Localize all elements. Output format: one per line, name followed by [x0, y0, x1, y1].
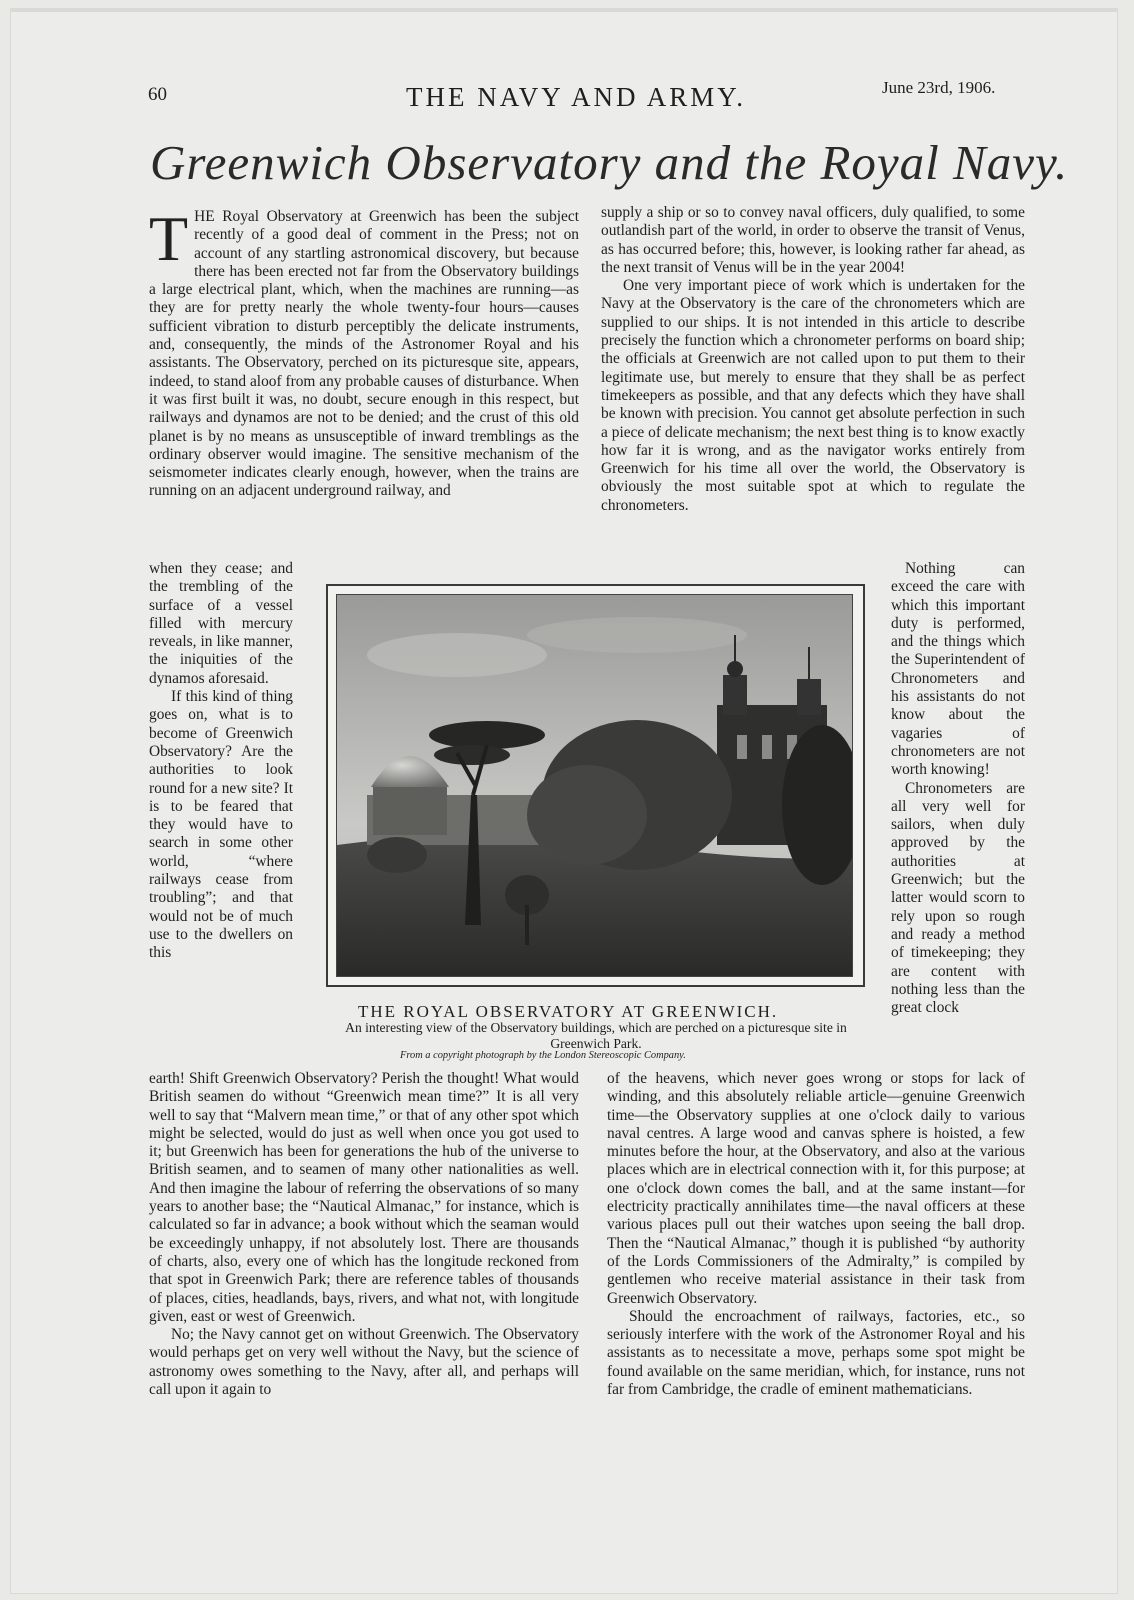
paragraph-navy-cannot: No; the Navy cannot get on without Greenwich. The Observatory would perhaps get on very well without the Navy, but the science of astronomy owes something to the Navy, after all, and perhaps will call upon it again to [149, 1326, 579, 1399]
column-1-top [149, 203, 579, 501]
column-2-narrow [891, 560, 1025, 1017]
dome-base [373, 785, 447, 835]
paragraph-nothing-exceed: Nothing can exceed the care with which this important duty is performed, and the things which the Superintendent of Chronometers and his assistants do not know about the vagaries of chronometers are not worth knowing! [891, 560, 1025, 779]
bush [367, 837, 427, 873]
tree-cluster [527, 765, 647, 865]
column-1-narrow [149, 560, 293, 963]
observatory-photograph [336, 594, 853, 977]
paragraph-new-site: If this kind of thing goes on, what is to become of Greenwich Observatory? Are the authorities to look round for a new site? It is to be feared that they would have to search in some other world, “where railways cease from troubling”; and that would not be of much use to the dwellers on this [149, 688, 293, 962]
paragraph-chronometers: One very important piece of work which is undertaken for the Navy at the Observatory is the care of the chronometers which are supplied to our ships. It is not intended in this article to describe precisely the function which a chronometer performs on board ship; the officials at Greenwich are not called upon to put them to their legitimate use, but merely to ensure that they shall be as perfect timekeepers as possible, and that any defects which they have shall be known with precision. You cannot get absolute perfection in such a piece of delicate mechanism; the next best thing is to know exactly how far it is wrong, and as the navigator works entirely from Greenwich for his time all over the world, the Observatory is obviously the most suitable spot at which to regulate the chronometers. [601, 277, 1025, 514]
paragraph-transit-venus: supply a ship or so to convey naval officers, duly qualified, to some outlandish part of the world, in order to observe the transit of Venus, as has occurred before; this, however, is looking rather far ahead, as the next transit of Venus will be in the year 2004! [601, 204, 1025, 276]
small-tree-trunk [525, 905, 529, 945]
column-2-bottom [607, 1070, 1025, 1399]
cloud [527, 617, 747, 653]
photo-illustration [337, 595, 852, 976]
turret-left [723, 675, 747, 715]
figure-caption-title: THE ROYAL OBSERVATORY AT GREENWICH. [358, 1002, 779, 1021]
window [762, 735, 772, 759]
figure-photo-credit: From a copyright photograph by the London Stereoscopic Company. [400, 1050, 686, 1061]
pine-canopy [434, 745, 510, 765]
turret-right [797, 679, 821, 715]
window [737, 735, 747, 759]
column-1-bottom [149, 1070, 579, 1399]
column-2-top [601, 204, 1025, 515]
cloud [367, 633, 547, 677]
opening-text: HE Royal Observatory at Greenwich has been the subject recently of a good deal of comment in the Press; not on account of any startling astronomical discovery, but because there has been erected not far from the Observatory buildings a large electrical plant, which, when the machines are running—as they are for pretty nearly the whole twenty-four hours—causes sufficient vibration to disturb perceptibly the delicate instruments, and, consequently, the minds of the Astronomer Royal and his assistants. The Observatory, perched on its picturesque site, appears, indeed, to stand aloof from any probable causes of disturbance. When it was first built it was, no doubt, secure enough in this respect, but railways and dynamos are not to be denied; and the crust of this old planet is by no means as unsusceptible of inward tremblings as the ordinary observer would imagine. The sensitive mechanism of the seismometer indicates clearly enough, however, when the trains are running on an adjacent underground railway, and [149, 208, 579, 500]
article-headline: Greenwich Observatory and the Royal Navy. [150, 135, 1069, 190]
drop-cap: T [149, 203, 189, 274]
paragraph-encroachment: Should the encroachment of railways, factories, etc., so seriously interfere with the work of the Astronomer Royal and his assistants as to necessitate a move, perhaps some spot might be found available on the same meridian, which, for instance, runs not far from Cambridge, the cradle of eminent mathematicians. [607, 1307, 1025, 1399]
figure-frame [326, 584, 865, 987]
magazine-page [10, 8, 1118, 1594]
paragraph-shift-observatory: earth! Shift Greenwich Observatory? Perish the thought! What would British seamen do without “Greenwich mean time?” It is all very well to say that “Malvern mean time,” or that of any other spot which might be selected, would do just as well when once you got used to it; but Greenwich has been for generations the hub of the universe to British seamen, and to seamen of many other nationalities as well. And then imagine the labour of referring the observations of so many years to another base; the “Nautical Almanac,” for instance, which is calculated so far in advance; a book without which the seaman would be exceedingly unhappy, if not absolutely lost. There are thousands of charts, also, every one of which has the longitude reckoned from that spot in Greenwich Park; there are reference tables of thousands of places, cities, headlands, bays, rivers, and what not, with longitude given, east or west of Greenwich. [149, 1070, 579, 1325]
pine-canopy [429, 721, 545, 749]
opening-paragraph [149, 203, 579, 501]
paragraph-clock-heavens: of the heavens, which never goes wrong or stops for lack of winding, and this absolutely reliable article—genuine Greenwich time—the Observatory supplies at one o'clock daily to various naval centres. A large wood and canvas sphere is hoisted, a few minutes before the hour, at the Observatory, and also at the various places which are in electrical connection with it, for this purpose; at one o'clock down comes the ball, and at the same instant—for electricity practically annihilates time—the naval officers at these various places pull out their watches upon seeing the ball drop. Then the “Nautical Almanac,” though it is published “by authority of the Lords Commissioners of the Admiralty,” is compiled by gentlemen who receive material assistance in their task from Greenwich Observatory. [607, 1070, 1025, 1307]
page-edge [10, 8, 1118, 12]
issue-date: June 23rd, 1906. [882, 78, 996, 97]
figure-caption-description: An interesting view of the Observatory buildings, which are perched on a picturesque site in Greenwich Park. [345, 1020, 847, 1051]
paragraph-chronometers-sailors: Chronometers are all very well for sailors, when duly approved by the authorities at Greenwich; but the latter would scorn to rely upon so rough and ready a method of timekeeping; they are content with nothing less than the great clock [891, 779, 1025, 1017]
publication-title: THE NAVY AND ARMY. [406, 82, 747, 112]
paragraph-mercury: when they cease; and the trembling of the surface of a vessel filled with mercury reveals, in like manner, the iniquities of the dynamos aforesaid. [149, 560, 293, 687]
page-number: 60 [148, 84, 167, 105]
